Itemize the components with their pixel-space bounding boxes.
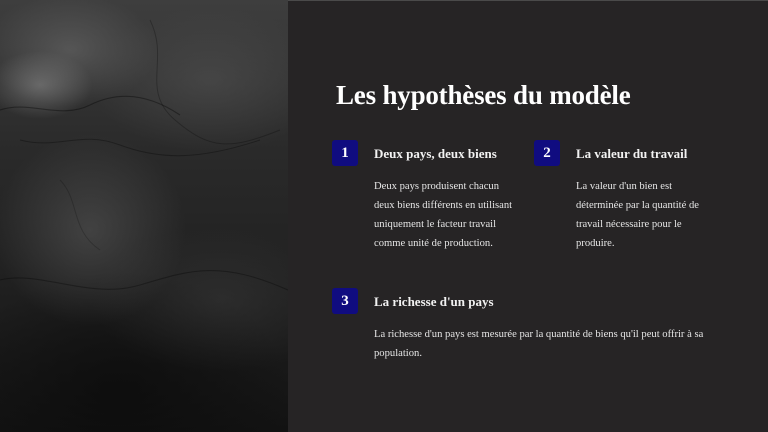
badge-3: 3 [332,288,358,314]
item-3-heading: La richesse d'un pays [374,294,494,309]
item-3-text: La richesse d'un pays est mesurée par la quantité de biens qu'il peut offrir à sa population. [374,329,704,359]
item-2-text: La valeur d'un bien est déterminée par la quantité de travail nécessaire pour le produire. [576,181,699,249]
item-2-heading: La valeur du travail [576,146,688,161]
badge-1: 1 [332,140,358,166]
badge-2: 2 [534,140,560,166]
top-divider [288,0,768,1]
item-1-heading: Deux pays, deux biens [374,146,497,161]
dark-texture-image [0,0,288,432]
texture-veins [0,0,288,432]
item-1-text: Deux pays produisent chacun deux biens différents en utilisant uniquement le facteur travail comme unité de production. [374,181,513,249]
slide-title: Les hypothèses du modèle [336,80,631,110]
